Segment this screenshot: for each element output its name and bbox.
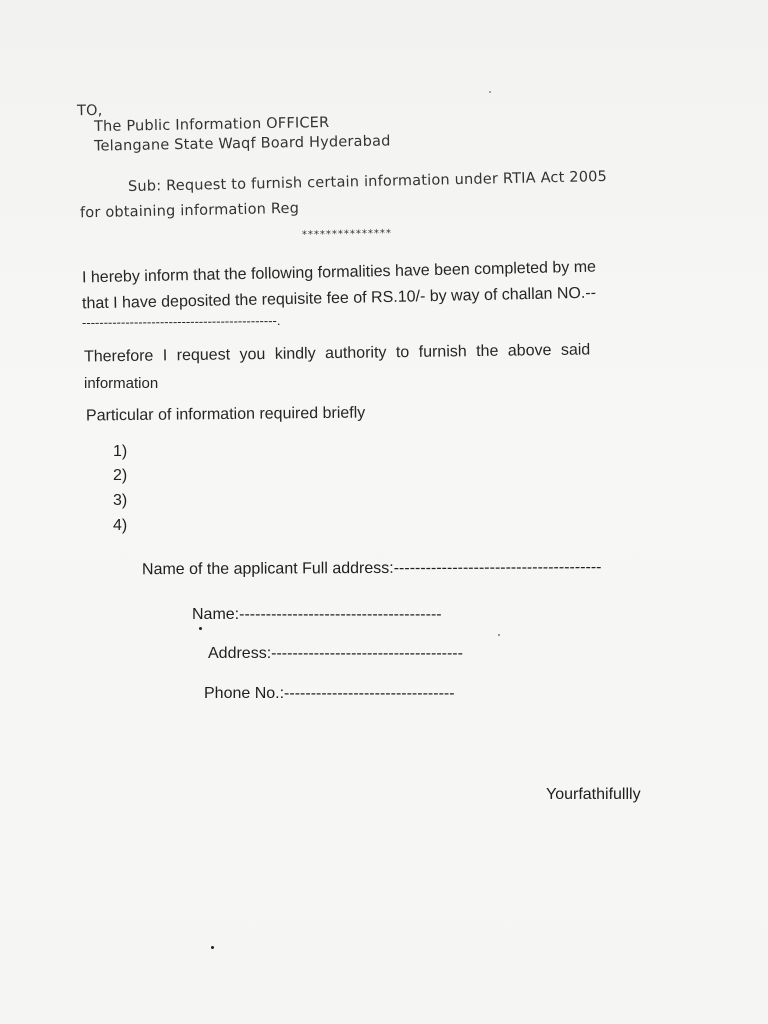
para1-line-1: I hereby inform that the following formalities have been completed by me	[81, 258, 597, 287]
applicant-name: Name:--------------------------------------	[192, 606, 442, 623]
subject-line-2: for obtaining information Reg	[79, 200, 300, 222]
addressee-line-1: The Public Information OFFICER	[93, 114, 330, 136]
applicant-phone: Phone No.:--------------------------------	[204, 685, 455, 702]
to-label: TO,	[76, 102, 103, 120]
closing-signoff: Yourfathifullly	[546, 786, 641, 803]
subject-separator: ***************	[301, 228, 393, 241]
list-item: 3)	[113, 492, 128, 509]
addressee-line-2: Telangane State Waqf Board Hyderabad	[93, 133, 391, 155]
speck-mark	[211, 946, 214, 949]
para2-line-2: information	[84, 375, 159, 392]
particulars-heading: Particular of information required briefly	[85, 404, 366, 425]
list-item: 1)	[113, 443, 128, 460]
applicant-full-address: Name of the applicant Full address:---------------------------------------	[141, 558, 602, 579]
speck-mark	[489, 91, 491, 93]
subject-line-1: Sub: Request to furnish certain information under RTIA Act 2005	[127, 168, 608, 196]
speck-mark	[498, 634, 500, 636]
list-item: 4)	[113, 517, 128, 534]
speck-mark	[199, 627, 202, 630]
para1-line-2: that I have deposited the requisite fee of RS.10/- by way of challan NO.--	[81, 284, 597, 313]
list-item: 2)	[113, 467, 128, 484]
applicant-address: Address:------------------------------------	[208, 645, 463, 662]
para2-line-1: Therefore I request you kindly authority to furnish the above said	[83, 341, 591, 366]
para1-line-3: ---------------------------------------------.	[81, 312, 281, 331]
